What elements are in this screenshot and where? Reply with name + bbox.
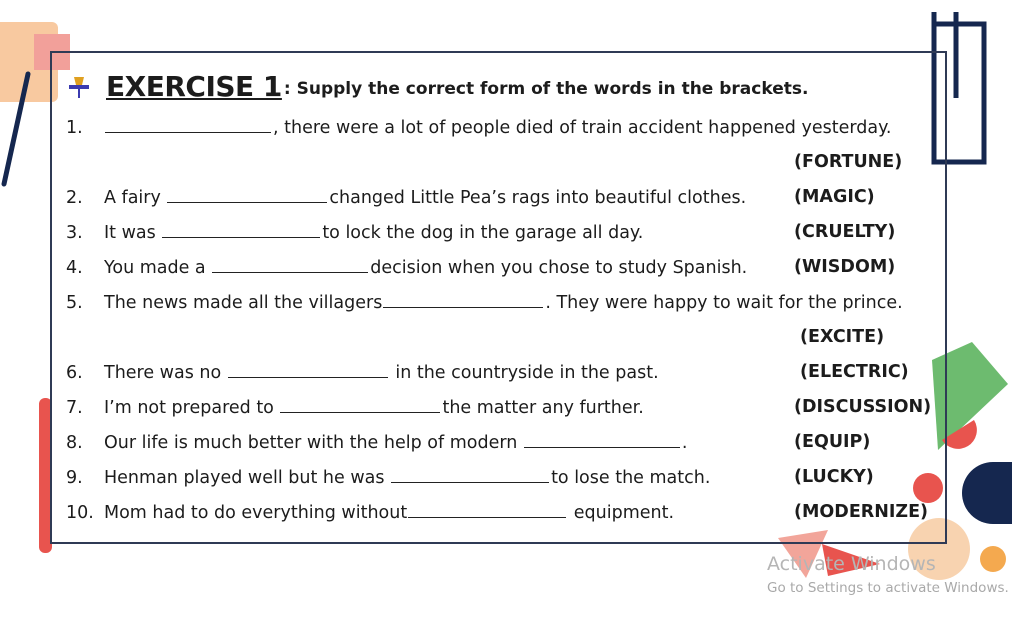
question-text-after: to lock the dog in the garage all day. — [322, 223, 644, 243]
answer-blank[interactable] — [212, 254, 368, 273]
orange-dot-decoration — [980, 546, 1006, 572]
question-text-after: . They were happy to wait for the prince. — [545, 293, 903, 313]
word-cue-1: (FORTUNE) — [794, 152, 903, 172]
question-9 — [66, 464, 710, 490]
question-text-after: , there were a lot of people died of train accident happened yesterday. — [273, 118, 892, 138]
word-cue-6: (ELECTRIC) — [800, 362, 909, 382]
navy-slash-decoration — [0, 70, 40, 190]
word-cue-8: (EQUIP) — [794, 432, 871, 452]
question-text-before: There was no — [104, 363, 227, 383]
question-number: 2. — [66, 188, 83, 208]
question-number: 9. — [66, 468, 83, 488]
question-number: 1. — [66, 118, 83, 138]
word-cue-4: (WISDOM) — [794, 257, 896, 277]
question-number: 3. — [66, 223, 83, 243]
word-cue-10: (MODERNIZE) — [794, 502, 929, 522]
word-cue-2: (MAGIC) — [794, 187, 875, 207]
question-text-before: It was — [104, 223, 162, 243]
answer-blank[interactable] — [524, 429, 680, 448]
navy-halfcircle-decoration — [962, 462, 1012, 524]
answer-blank[interactable] — [280, 394, 440, 413]
question-3 — [66, 219, 643, 245]
question-text-after: changed Little Pea’s rags into beautiful clothes. — [329, 188, 747, 208]
question-text-after: . — [681, 433, 688, 453]
question-10 — [66, 499, 674, 525]
question-5 — [66, 289, 903, 315]
word-cue-7: (DISCUSSION) — [794, 397, 932, 417]
answer-blank[interactable] — [383, 289, 543, 308]
word-cue-9: (LUCKY) — [794, 467, 874, 487]
question-number: 8. — [66, 433, 83, 453]
exercise-heading: EXERCISE 1 — [106, 69, 282, 103]
question-1 — [66, 114, 892, 140]
exercise-instruction: : Supply the correct form of the words in the brackets. — [283, 79, 809, 99]
question-number: 7. — [66, 398, 83, 418]
question-6 — [66, 359, 659, 385]
question-text-after: decision when you chose to study Spanish. — [370, 258, 748, 278]
pushpin-icon — [66, 73, 92, 99]
question-text-after: the matter any further. — [442, 398, 644, 418]
question-number: 4. — [66, 258, 83, 278]
question-text-after: to lose the match. — [551, 468, 711, 488]
answer-blank[interactable] — [391, 464, 549, 483]
question-number: 5. — [66, 293, 83, 313]
question-text-before: The news made all the villagers — [104, 293, 383, 313]
question-text-before: Our life is much better with the help of modern — [104, 433, 523, 453]
question-2 — [66, 184, 746, 210]
question-4 — [66, 254, 747, 280]
word-cue-5: (EXCITE) — [800, 327, 885, 347]
word-cue-3: (CRUELTY) — [794, 222, 896, 242]
question-text-before: Henman played well but he was — [104, 468, 391, 488]
question-number: 10. — [66, 503, 94, 523]
activate-windows-subtitle: Go to Settings to activate Windows. — [767, 580, 1009, 596]
question-text-before: A fairy — [104, 188, 167, 208]
activate-windows-watermark: Activate Windows — [767, 553, 936, 575]
question-8 — [66, 429, 687, 455]
question-7 — [66, 394, 644, 420]
question-text-before: You made a — [104, 258, 212, 278]
answer-blank[interactable] — [167, 184, 327, 203]
answer-blank[interactable] — [228, 359, 388, 378]
answer-blank[interactable] — [408, 499, 566, 518]
answer-blank[interactable] — [162, 219, 320, 238]
exercise-title-row — [66, 66, 808, 106]
question-text-before: I’m not prepared to — [104, 398, 280, 418]
question-text-before: Mom had to do everything without — [104, 503, 408, 523]
question-number: 6. — [66, 363, 83, 383]
question-text-after: in the countryside in the past. — [389, 363, 659, 383]
answer-blank[interactable] — [105, 114, 271, 133]
question-text-after: equipment. — [568, 503, 675, 523]
